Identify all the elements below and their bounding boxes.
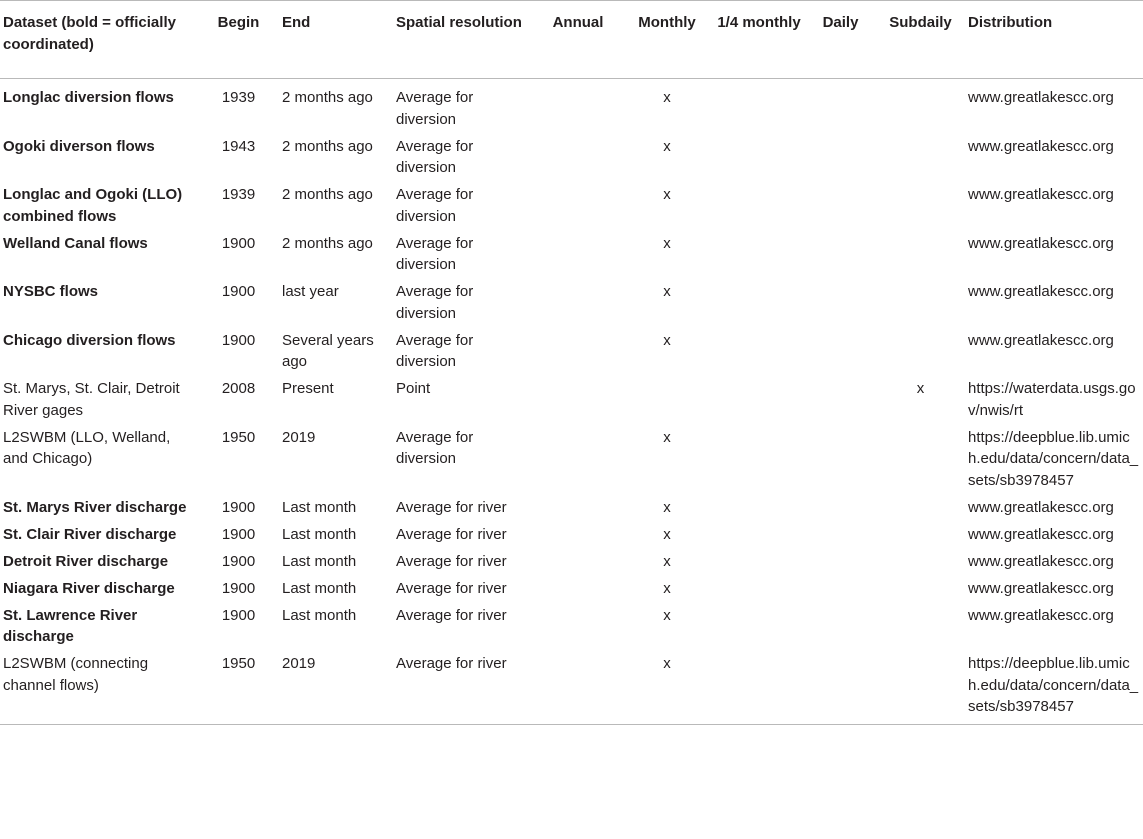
begin-cell: 1939 <box>221 186 256 203</box>
annual-cell <box>535 79 621 134</box>
subdaily-cell <box>876 328 965 377</box>
annual-cell <box>535 376 621 425</box>
begin-cell: 1900 <box>221 525 256 543</box>
begin-cell: 1950 <box>221 428 256 446</box>
subdaily-cell <box>876 279 965 328</box>
quarter-monthly-cell <box>713 79 805 134</box>
begin-cell: 1900 <box>221 552 256 570</box>
quarter-monthly-cell <box>713 182 805 231</box>
header-begin: Begin <box>198 1 279 79</box>
spatial-resolution-cell: Average for diversion <box>396 283 474 322</box>
begin-cell: 1900 <box>221 331 256 349</box>
table-row <box>0 651 1143 724</box>
header-subdaily: Subdaily <box>876 1 965 79</box>
quarter-monthly-cell <box>713 651 805 724</box>
spatial-resolution-cell: Average for diversion <box>396 428 474 467</box>
daily-cell <box>805 576 876 603</box>
monthly-cell: x <box>663 579 671 597</box>
subdaily-cell <box>876 134 965 183</box>
dataset-cell: St. Clair River discharge <box>3 525 177 543</box>
header-annual: Annual <box>535 1 621 79</box>
dataset-cell: Niagara River discharge <box>3 579 175 597</box>
begin-cell: 1939 <box>221 89 256 106</box>
distribution-cell: www.greatlakescc.org <box>968 525 1114 543</box>
distribution-cell: www.greatlakescc.org <box>968 552 1114 570</box>
begin-cell: 1900 <box>221 283 256 300</box>
subdaily-cell <box>876 603 965 652</box>
dataset-cell: Ogoki diverson flows <box>3 137 155 155</box>
begin-cell: 1900 <box>221 498 256 516</box>
annual-cell <box>535 134 621 183</box>
spatial-resolution-cell: Average for diversion <box>396 186 474 225</box>
quarter-monthly-cell <box>713 134 805 183</box>
distribution-cell: www.greatlakescc.org <box>968 234 1114 252</box>
monthly-cell: x <box>663 606 671 624</box>
distribution-cell: www.greatlakescc.org <box>968 498 1114 516</box>
distribution-cell: https://waterdata.usgs.gov/nwis/rt <box>968 380 1136 419</box>
subdaily-cell <box>876 651 965 724</box>
header-daily: Daily <box>805 1 876 79</box>
dataset-cell: St. Marys, St. Clair, Detroit River gages <box>3 380 180 419</box>
subdaily-cell: x <box>916 380 925 397</box>
daily-cell <box>805 522 876 549</box>
quarter-monthly-cell <box>713 495 805 522</box>
annual-cell <box>535 495 621 522</box>
monthly-cell: x <box>663 428 671 446</box>
quarter-monthly-cell <box>713 231 805 280</box>
monthly-cell <box>621 376 713 425</box>
table-row <box>0 328 1143 377</box>
header-monthly: Monthly <box>621 1 713 79</box>
end-cell: Present <box>282 380 334 397</box>
subdaily-cell <box>876 495 965 522</box>
monthly-cell: x <box>663 234 671 252</box>
quarter-monthly-cell <box>713 576 805 603</box>
begin-cell: 1950 <box>198 651 279 724</box>
monthly-cell: x <box>663 498 671 516</box>
header-dataset: Dataset (bold = officially coordinated) <box>0 1 198 79</box>
annual-cell <box>535 182 621 231</box>
spatial-resolution-cell: Average for river <box>396 552 507 570</box>
spatial-resolution-cell: Average for diversion <box>396 331 474 370</box>
subdaily-cell <box>876 576 965 603</box>
begin-cell: 1900 <box>221 606 256 624</box>
annual-cell <box>535 279 621 328</box>
table-row <box>0 182 1143 231</box>
table-row <box>0 522 1143 549</box>
distribution-cell: www.greatlakescc.org <box>968 137 1114 155</box>
end-cell: Several years ago <box>282 331 374 370</box>
monthly-cell: x <box>663 525 671 543</box>
annual-cell <box>535 603 621 652</box>
monthly-cell: x <box>663 331 671 349</box>
subdaily-cell <box>876 425 965 495</box>
daily-cell <box>805 231 876 280</box>
dataset-cell: L2SWBM (connecting channel flows) <box>0 651 198 724</box>
end-cell: last year <box>282 283 339 300</box>
header-spatial-resolution: Spatial resolution <box>393 1 535 79</box>
monthly-cell: x <box>663 552 671 570</box>
distribution-cell: www.greatlakescc.org <box>968 606 1114 624</box>
distribution-cell: www.greatlakescc.org <box>968 331 1114 349</box>
dataset-cell: Chicago diversion flows <box>3 331 176 349</box>
subdaily-cell <box>876 549 965 576</box>
spatial-resolution-cell: Point <box>396 380 431 397</box>
begin-cell: 1943 <box>221 137 256 155</box>
daily-cell <box>805 376 876 425</box>
distribution-cell: www.greatlakescc.org <box>968 89 1114 106</box>
annual-cell <box>535 425 621 495</box>
daily-cell <box>805 425 876 495</box>
quarter-monthly-cell <box>713 549 805 576</box>
spatial-resolution-cell: Average for river <box>396 579 507 597</box>
dataset-cell: Detroit River discharge <box>3 552 169 570</box>
end-cell: 2 months ago <box>282 137 373 155</box>
annual-cell <box>535 522 621 549</box>
header-distribution: Distribution <box>965 1 1143 79</box>
header-quarter-monthly: 1/4 monthly <box>713 1 805 79</box>
end-cell: 2019 <box>279 651 393 724</box>
distribution-cell: https://deepblue.lib.umich.edu/data/concern/data_sets/sb3978457 <box>968 428 1139 489</box>
end-cell: Last month <box>282 525 357 543</box>
begin-cell: 1900 <box>221 234 256 252</box>
table-row <box>0 279 1143 328</box>
annual-cell <box>535 231 621 280</box>
spatial-resolution-cell: Average for river <box>396 606 507 624</box>
quarter-monthly-cell <box>713 328 805 377</box>
dataset-cell: St. Marys River discharge <box>3 498 187 516</box>
annual-cell <box>535 549 621 576</box>
header-end: End <box>279 1 393 79</box>
end-cell: 2019 <box>282 428 316 446</box>
daily-cell <box>805 279 876 328</box>
end-cell: Last month <box>282 606 357 624</box>
table-row <box>0 376 1143 425</box>
table-row <box>0 495 1143 522</box>
annual-cell <box>535 651 621 724</box>
end-cell: Last month <box>282 579 357 597</box>
table-body <box>0 79 1143 725</box>
spatial-resolution-cell: Average for river <box>396 498 507 516</box>
quarter-monthly-cell <box>713 376 805 425</box>
monthly-cell: x <box>663 186 671 203</box>
quarter-monthly-cell <box>713 603 805 652</box>
distribution-cell: https://deepblue.lib.umich.edu/data/concern/data_sets/sb3978457 <box>965 651 1143 724</box>
begin-cell: 1900 <box>221 579 256 597</box>
quarter-monthly-cell <box>713 425 805 495</box>
table-row <box>0 425 1143 495</box>
end-cell: Last month <box>282 552 357 570</box>
distribution-cell: www.greatlakescc.org <box>968 186 1114 203</box>
annual-cell <box>535 328 621 377</box>
end-cell: 2 months ago <box>282 234 373 252</box>
table-row <box>0 134 1143 183</box>
distribution-cell: www.greatlakescc.org <box>968 283 1114 300</box>
end-cell: Last month <box>282 498 357 516</box>
daily-cell <box>805 134 876 183</box>
spatial-resolution-cell: Average for river <box>396 525 507 543</box>
monthly-cell: x <box>663 137 671 155</box>
header-row <box>0 1 1143 79</box>
daily-cell <box>805 79 876 134</box>
spatial-resolution-cell: Average for diversion <box>396 137 474 176</box>
daily-cell <box>805 182 876 231</box>
dataset-cell: NYSBC flows <box>3 283 99 300</box>
table-row <box>0 231 1143 280</box>
dataset-cell: St. Lawrence River discharge <box>3 606 138 645</box>
quarter-monthly-cell <box>713 279 805 328</box>
distribution-cell: www.greatlakescc.org <box>968 579 1114 597</box>
spatial-resolution-cell: Average for diversion <box>396 234 474 273</box>
quarter-monthly-cell <box>713 522 805 549</box>
table-row <box>0 79 1143 134</box>
subdaily-cell <box>876 522 965 549</box>
dataset-cell: Longlac and Ogoki (LLO) combined flows <box>3 186 183 225</box>
end-cell: 2 months ago <box>282 186 373 203</box>
subdaily-cell <box>876 182 965 231</box>
monthly-cell: x <box>663 89 671 106</box>
monthly-cell: x <box>621 651 713 724</box>
subdaily-cell <box>876 79 965 134</box>
spatial-resolution-cell: Average for diversion <box>396 89 474 128</box>
daily-cell <box>805 651 876 724</box>
dataset-cell: L2SWBM (LLO, Welland, and Chicago) <box>3 428 171 467</box>
spatial-resolution-cell: Average for river <box>393 651 535 724</box>
table-row <box>0 576 1143 603</box>
dataset-cell: Welland Canal flows <box>3 234 148 252</box>
table-row <box>0 549 1143 576</box>
begin-cell: 2008 <box>221 380 256 397</box>
end-cell: 2 months ago <box>282 89 373 106</box>
subdaily-cell <box>876 231 965 280</box>
monthly-cell: x <box>663 283 671 300</box>
daily-cell <box>805 328 876 377</box>
daily-cell <box>805 603 876 652</box>
table-row <box>0 603 1143 652</box>
annual-cell <box>535 576 621 603</box>
daily-cell <box>805 495 876 522</box>
dataset-cell: Longlac diversion flows <box>3 89 174 106</box>
daily-cell <box>805 549 876 576</box>
